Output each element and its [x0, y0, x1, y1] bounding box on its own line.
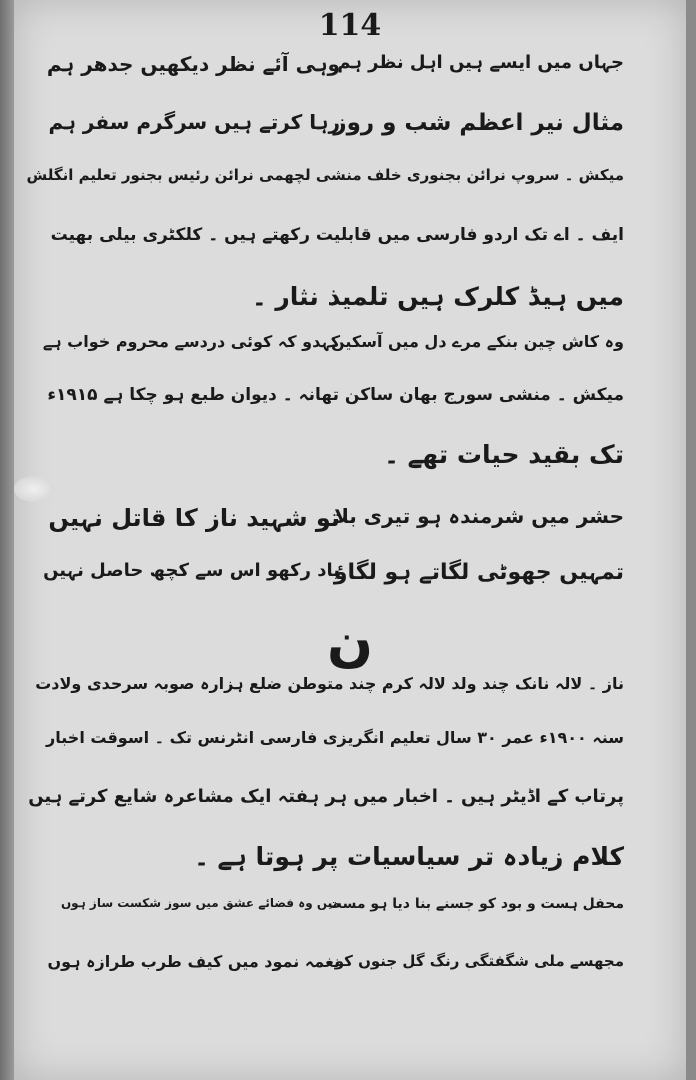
verse-4-line-1-left: میں وہ فضائے عشق میں سوز شکست ساز ہوں — [60, 896, 340, 910]
page-number: 114 — [318, 8, 382, 43]
verse-1-line-2-right: مثال نیر اعظم شب و روز — [333, 110, 624, 136]
book-page — [14, 0, 686, 1080]
verse-1-line-2-left: رہا کرتے ہیں سرگرم سفر ہم — [48, 110, 340, 134]
verse-3-line-2-left: یاد رکھو اس سے کچھ حاصل نہیں — [43, 560, 340, 581]
verse-4-line-2-left: نغمہ نمود میں کیف طرب طرازہ ہوں — [47, 952, 340, 971]
verse-2-right: وہ کاش چین بنکے مرے دل میں آسکیں — [331, 332, 624, 351]
verse-2-left: کہدو کہ کوئی دردسے محروم خواب ہے — [42, 332, 340, 351]
paper-stain — [14, 476, 54, 502]
verse-1-line-1-right: جہاں میں ایسے ہیں اہل نظر ہم — [337, 52, 624, 73]
verse-3-line-1-left: تو شہید ناز کا قاتل نہیں — [48, 504, 340, 532]
verse-4-line-2-right: مجھسے ملی شگفتگی رنگ گل جنوں کو — [334, 952, 624, 970]
prose-1-line-3: میں ہیڈ کلرک ہیں تلمیذ نثار ۔ — [252, 282, 624, 311]
prose-3-line-3: پرتاب کے اڈیٹر ہیں ۔ اخبار میں ہر ہفتہ ایک مشاعرہ شایع کرتے ہیں — [28, 786, 624, 807]
verse-4-line-1-right: محفل ہست و بود کو جسنے بنا دیا ہو مست — [327, 896, 624, 912]
section-heading-letter: ن — [326, 610, 374, 673]
prose-2-line-1: میکش ۔ منشی سورج بھان ساکن تھانہ ۔ دیوان طبع ہو چکا ہے ۱۹۱۵ء — [47, 385, 624, 405]
book-gutter — [0, 0, 14, 1080]
verse-3-line-2-right: تمہیں جھوٹی لگاتے ہو لگاؤ — [333, 560, 624, 585]
prose-1-line-1: میکش ۔ سروپ نرائن بجنوری خلف منشی لچھمی نرائن رئیس بجنور تعلیم انگلش — [26, 166, 624, 184]
verse-3-line-1-right: حشر میں شرمندہ ہو تیری بلا — [334, 504, 624, 528]
prose-3-line-1: ناز ۔ لالہ نانک چند ولد لالہ کرم چند متوطن ضلع ہزارہ صوبہ سرحدی ولادت — [35, 674, 624, 693]
prose-2-line-2: تک بقید حیات تھے ۔ — [384, 440, 624, 469]
verse-1-line-1-left: وہی آئے نظر دیکھیں جدھر ہم — [46, 52, 340, 76]
prose-3-line-2: سنہ ۱۹۰۰ء عمر ۳۰ سال تعلیم انگریزی فارسی انٹرنس تک ۔ اسوقت اخبار — [46, 728, 624, 747]
prose-1-line-2: ایف ۔ اے تک اردو فارسی میں قابلیت رکھتے ہیں ۔ کلکٹری بیلی بھیت — [50, 225, 624, 245]
prose-3-line-4: کلام زیادہ تر سیاسیات پر ہوتا ہے ۔ — [194, 842, 624, 871]
